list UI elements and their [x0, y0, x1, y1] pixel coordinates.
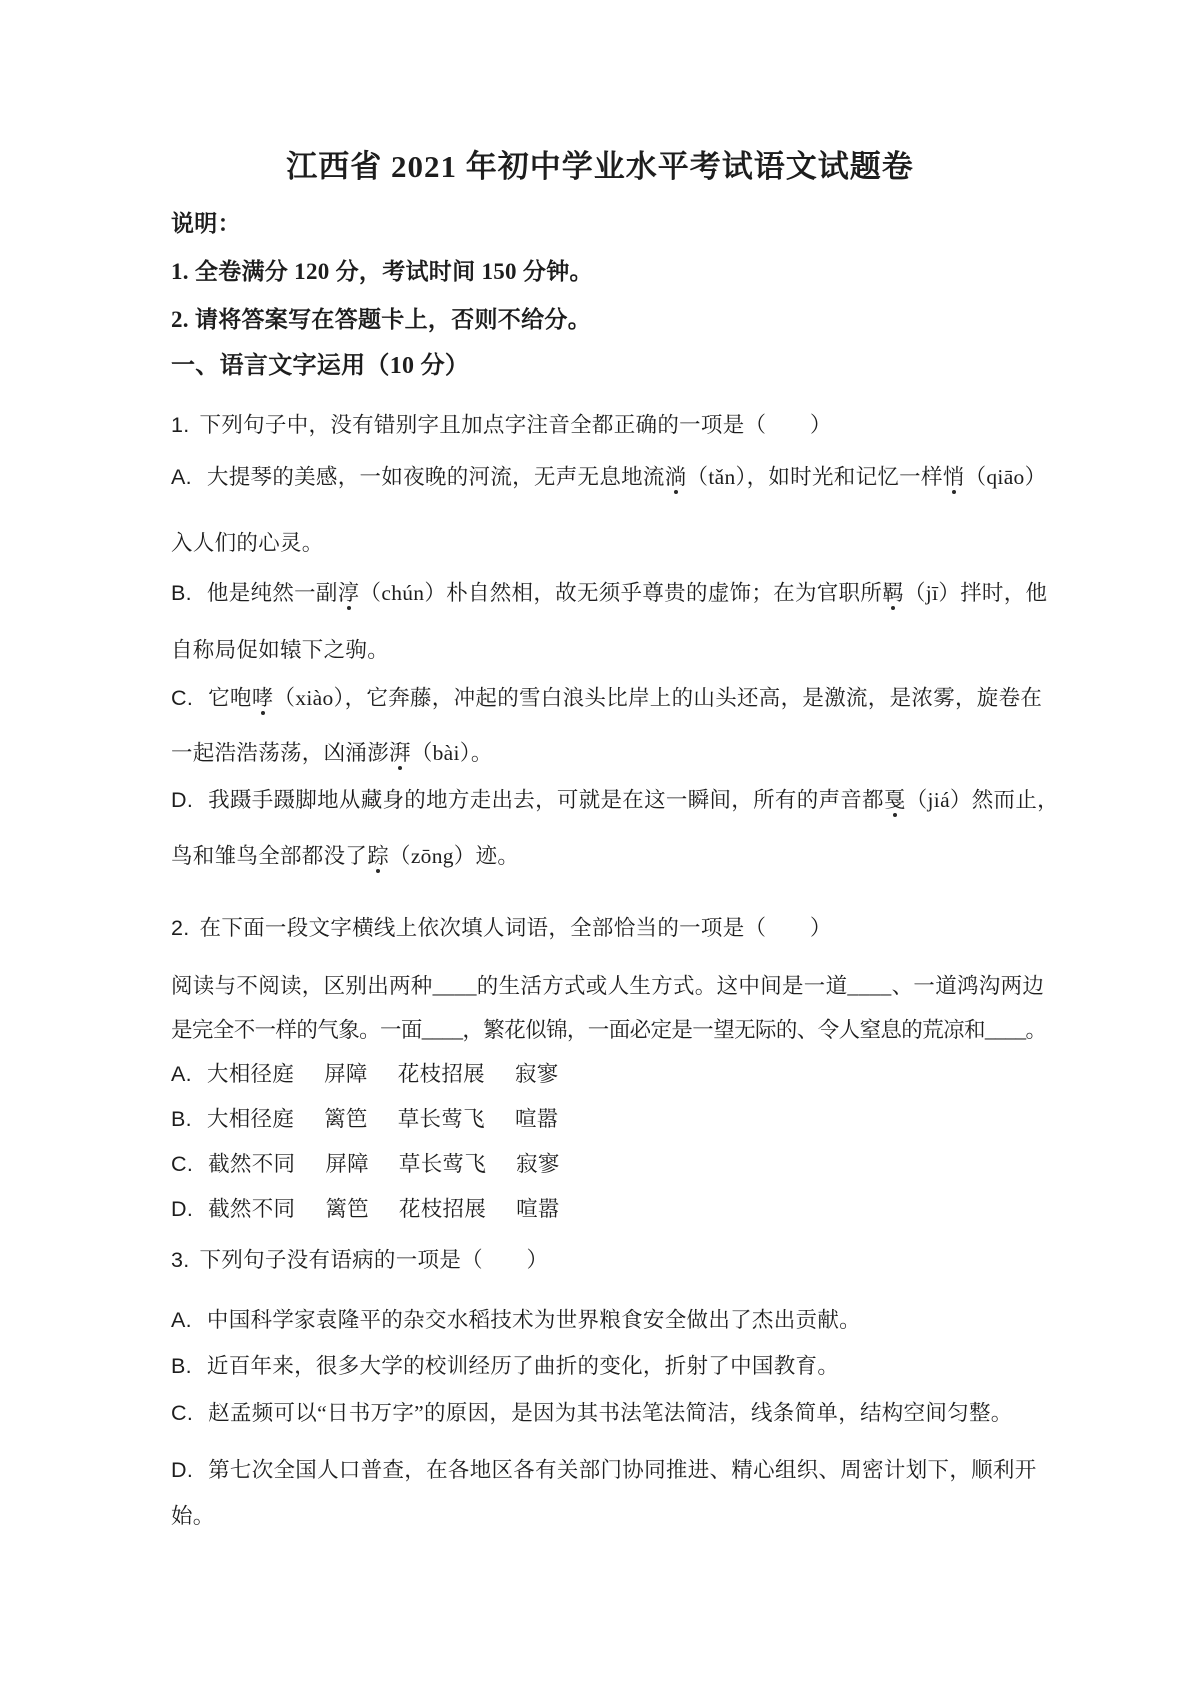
q2-passage-line2: 是完全不一样的气象。一面____，繁花似锦，一面必定是一望无际的、令人窒息的荒凉和____。 [171, 1018, 1047, 1042]
q3-option-c [171, 1401, 1013, 1427]
option-text: （xiào），它奔藤，冲起的雪白浪头比岸上的山头还高，是激流，是浓雾，旋卷在 [273, 686, 1043, 710]
q2-option-c [171, 1152, 560, 1178]
option-text: 鸟和雏鸟全部都没了 [171, 844, 368, 868]
option-text: 始。 [171, 1504, 215, 1528]
q1-option-c-line1 [171, 686, 1042, 712]
notice-heading: 说明： [171, 211, 241, 236]
option-text: 第七次全国人口普查，在各地区各有关部门协同推进、精心组织、周密计划下，顺利开 [208, 1458, 1037, 1482]
dotted-char: 淌 [664, 465, 687, 489]
q1-option-a-line2 [171, 531, 324, 557]
dotted-char: 淳 [337, 581, 360, 605]
option-text: （qiāo） [964, 465, 1047, 489]
section-heading: 一、语言文字运用（10 分） [171, 353, 470, 379]
q3-stem [171, 1248, 548, 1274]
q2-number: 2. [171, 916, 190, 940]
option-label: C. [171, 1401, 194, 1425]
option-term: 屏障 [325, 1152, 369, 1176]
q1-option-d-line1 [171, 788, 1059, 814]
q2-option-a [171, 1062, 559, 1088]
option-term: 花枝招展 [398, 1197, 487, 1221]
q3-option-d-line2 [171, 1504, 215, 1530]
option-text: （bài）。 [410, 741, 493, 765]
option-label: C. [171, 686, 194, 710]
option-text: 它咆 [208, 686, 252, 710]
q2-passage-line1: 阅读与不阅读，区别出两种____的生活方式或人生方式。这中间是一道____、一道鸿沟两边 [171, 974, 1045, 998]
option-text: （zōng）迹。 [389, 844, 520, 868]
option-text: （tǎn），如时光和记忆一样 [686, 465, 943, 489]
q3-option-a [171, 1308, 861, 1334]
q2-option-d [171, 1197, 560, 1223]
option-term: 篱笆 [325, 1197, 369, 1221]
q2-option-b [171, 1107, 559, 1133]
option-label: A. [171, 1308, 192, 1332]
q3-stem-text: 下列句子没有语病的一项是（ ） [199, 1248, 549, 1272]
option-text: 赵孟频可以“日书万字”的原因，是因为其书法笔法简洁，线条简单，结构空间匀整。 [208, 1401, 1013, 1425]
q1-stem-text: 下列句子中，没有错别字且加点字注音全都正确的一项是（ ） [199, 413, 832, 437]
option-text: 近百年来，很多大学的校训经历了曲折的变化，折射了中国教育。 [206, 1354, 840, 1378]
q1-option-d-line2 [171, 844, 519, 870]
q1-option-b-line1 [171, 581, 1047, 607]
option-label: B. [171, 1354, 192, 1378]
option-term: 喧嚣 [516, 1197, 560, 1221]
option-term: 花枝招展 [397, 1062, 485, 1086]
option-term: 寂寥 [516, 1152, 560, 1176]
dotted-char: 羁 [882, 581, 904, 605]
q3-option-d-line1 [171, 1458, 1037, 1484]
option-label: B. [171, 581, 192, 605]
q2-stem [171, 916, 832, 942]
option-text: （chún）朴自然相，故无须乎尊贵的虚饰；在为官职所 [359, 581, 883, 605]
q1-option-b-line2 [171, 638, 389, 664]
option-label: A. [171, 465, 192, 489]
notice-item-1: 1. 全卷满分 120 分，考试时间 150 分钟。 [171, 259, 593, 284]
option-term: 寂寥 [514, 1062, 559, 1086]
option-term: 草长莺飞 [398, 1152, 487, 1176]
q1-option-a-line1 [171, 465, 1046, 491]
option-text: 自称局促如辕下之驹。 [171, 638, 390, 662]
option-text: 他是纯然一副 [206, 581, 338, 605]
option-text: 入人们的心灵。 [171, 531, 324, 555]
option-text: 一起浩浩荡荡，凶涌澎 [171, 741, 390, 765]
dotted-char: 踪 [367, 844, 390, 868]
option-label: D. [171, 788, 194, 812]
q1-stem [171, 413, 832, 439]
option-text: 我蹑手蹑脚地从藏身的地方走出去，可就是在这一瞬间，所有的声音都 [208, 788, 884, 812]
q3-number: 3. [171, 1248, 190, 1272]
q3-option-b [171, 1354, 839, 1380]
dotted-char: 戛 [883, 788, 906, 812]
option-text: 大提琴的美感，一如夜晚的河流，无声无息地流 [206, 465, 665, 489]
option-term: 截然不同 [208, 1197, 296, 1221]
option-term: 截然不同 [208, 1152, 296, 1176]
option-text: （jiá）然而止， [905, 788, 1059, 812]
option-label: C. [171, 1152, 194, 1176]
option-term: 草长莺飞 [397, 1107, 485, 1131]
dotted-char: 湃 [389, 741, 411, 765]
option-text: （jī）拌时，他 [903, 581, 1048, 605]
dotted-char: 悄 [942, 465, 965, 489]
option-term: 大相径庭 [206, 1107, 295, 1131]
option-term: 屏障 [324, 1062, 368, 1086]
q2-stem-text: 在下面一段文字横线上依次填人词语，全部恰当的一项是（ ） [199, 916, 832, 940]
q1-number: 1. [171, 413, 190, 437]
q1-option-c-line2 [171, 741, 493, 767]
option-term: 喧嚣 [514, 1107, 559, 1131]
option-label: D. [171, 1458, 194, 1482]
option-label: A. [171, 1062, 192, 1086]
document-title: 江西省 2021 年初中学业水平考试语文试题卷 [286, 149, 914, 184]
dotted-char: 哮 [251, 686, 274, 710]
option-label: D. [171, 1197, 194, 1221]
option-term: 篱笆 [324, 1107, 368, 1131]
option-text: 中国科学家袁隆平的杂交水稻技术为世界粮食安全做出了杰出贡献。 [206, 1308, 861, 1332]
notice-item-2: 2. 请将答案写在答题卡上，否则不给分。 [171, 307, 591, 332]
option-term: 大相径庭 [206, 1062, 295, 1086]
option-label: B. [171, 1107, 192, 1131]
